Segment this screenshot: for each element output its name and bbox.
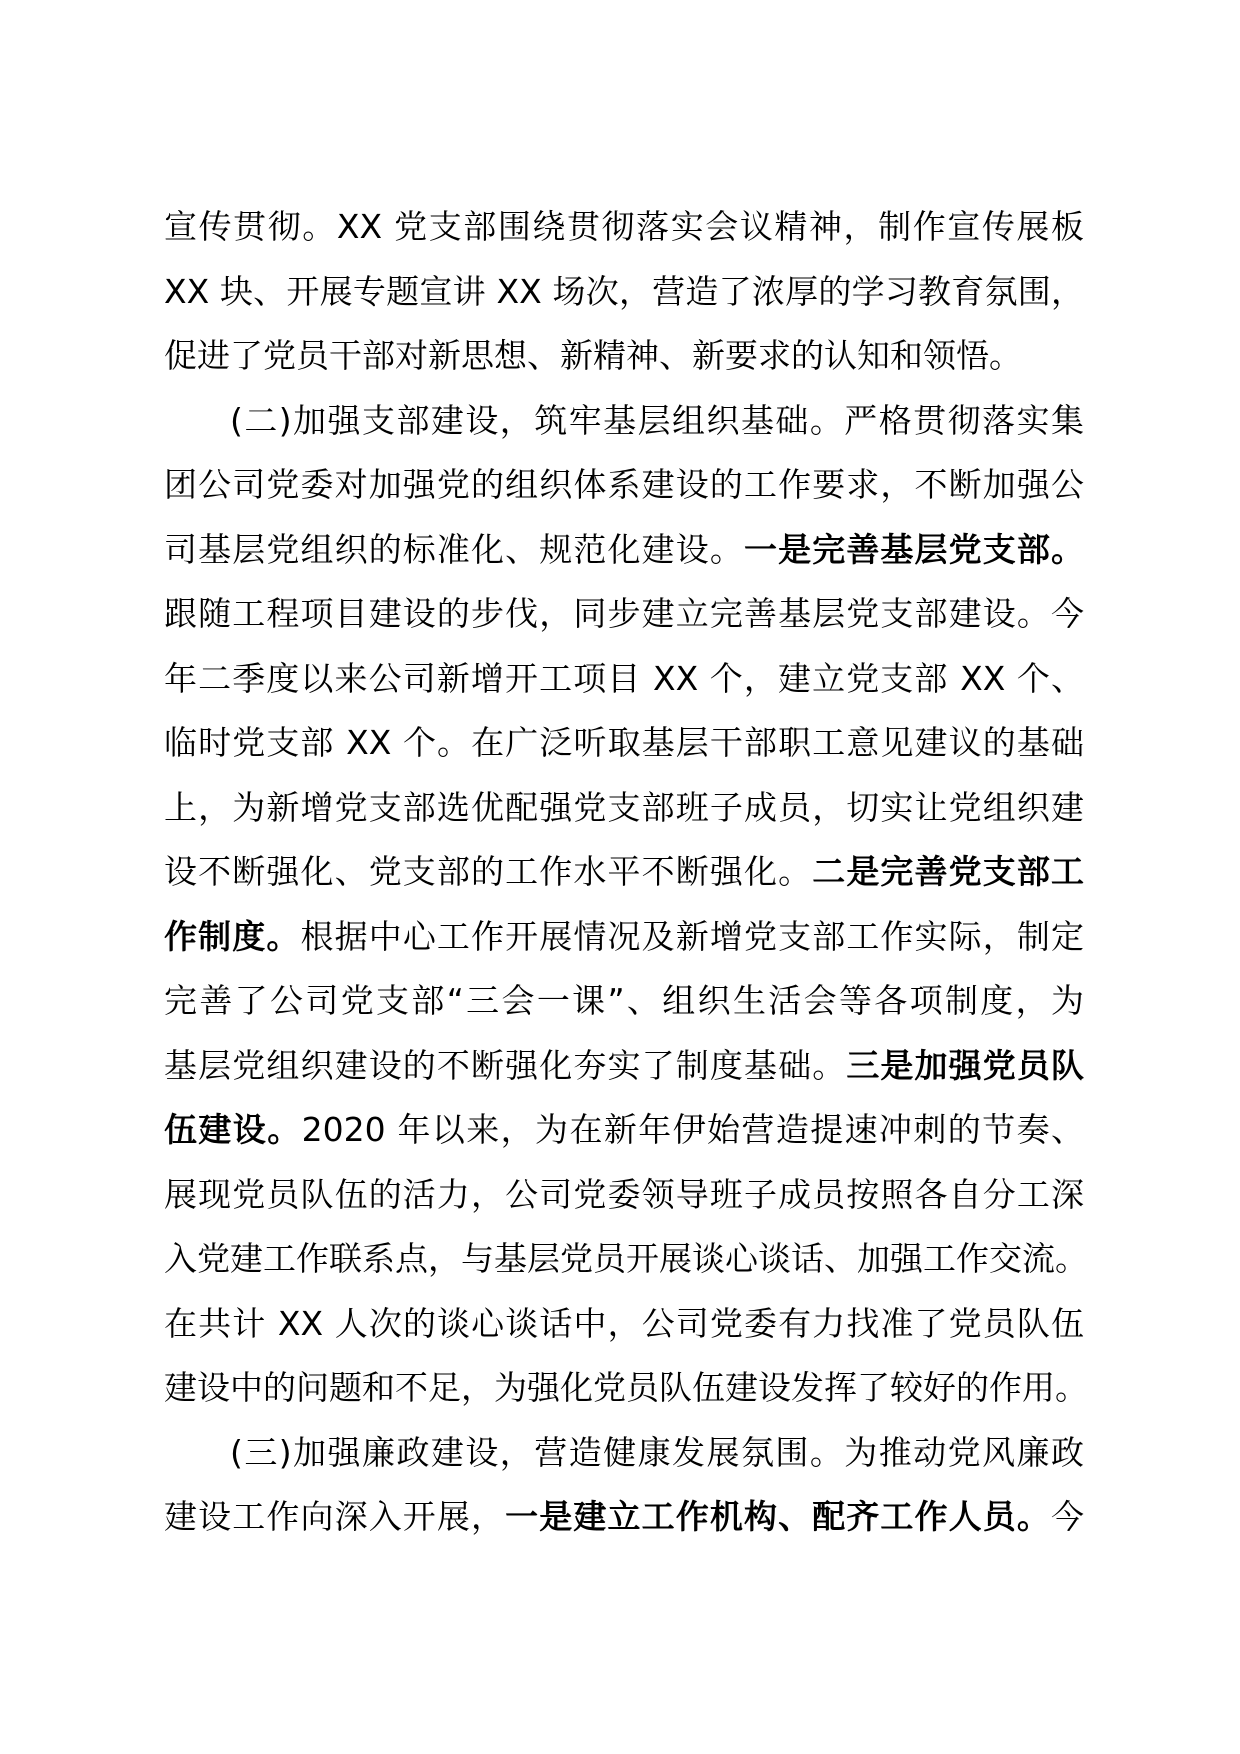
text-segment: 入党建工作联系点，与基层党员开展谈心谈话、加强工作交流。 <box>164 1239 1088 1278</box>
text-segment: 基层党组织建设的不断强化夯实了制度基础。 <box>164 1045 847 1085</box>
text-line <box>164 647 1084 712</box>
text-segment: 年二季度以来公司新增开工项目 XX 个，建立党支部 XX 个、 <box>164 658 1084 698</box>
text-line <box>164 711 1084 776</box>
text-line <box>164 1292 1084 1357</box>
text-line <box>164 518 1084 583</box>
text-line <box>164 389 1084 454</box>
text-line <box>164 1227 1088 1292</box>
text-line <box>164 1098 1084 1163</box>
text-line <box>164 905 1084 970</box>
text-line <box>164 324 1084 389</box>
text-line <box>164 1356 1088 1421</box>
text-segment: 建设中的问题和不足，为强化党员队伍建设发挥了较好的作用。 <box>164 1368 1088 1407</box>
text-line <box>164 1485 1084 1550</box>
text-segment: 设不断强化、党支部的工作水平不断强化。 <box>164 852 813 891</box>
text-segment: 展现党员队伍的活力，公司党委领导班子成员按照各自分工深 <box>164 1174 1084 1214</box>
text-segment: 促进了党员干部对新思想、新精神、新要求的认知和领悟。 <box>164 336 1022 375</box>
bold-text-segment: 二是完善党支部工 <box>812 852 1085 891</box>
text-line <box>164 840 1084 905</box>
text-segment: 建设工作向深入开展， <box>164 1497 506 1536</box>
bold-text-segment: 伍建设。 <box>164 1110 302 1149</box>
text-segment: 今 <box>1051 1497 1085 1536</box>
text-segment: 宣传贯彻。XX 党支部围绕贯彻落实会议精神，制作宣传展板 <box>164 207 1084 246</box>
text-line <box>164 453 1084 518</box>
text-segment: 完善了公司党支部“三会一课”、组织生活会等各项制度，为 <box>164 981 1084 1020</box>
bold-text-segment: 一是建立工作机构、配齐工作人员。 <box>505 1497 1052 1536</box>
text-segment: (二)加强支部建设，筑牢基层组织基础。严格贯彻落实集 <box>230 400 1084 440</box>
text-line <box>164 260 1084 325</box>
bold-text-segment: 一是完善基层党支部。 <box>743 529 1085 569</box>
text-segment: 团公司党委对加强党的组织体系建设的工作要求，不断加强公 <box>164 465 1084 504</box>
document-body <box>164 195 1088 1550</box>
text-segment: 上，为新增党支部选优配强党支部班子成员，切实让党组织建 <box>164 787 1084 827</box>
bold-text-segment: 作制度。 <box>164 916 301 956</box>
text-segment: 根据中心工作开展情况及新增党支部工作实际，制定 <box>300 916 1085 956</box>
text-segment: 跟随工程项目建设的步伐，同步建立完善基层党支部建设。今 <box>164 594 1084 633</box>
text-segment: 临时党支部 XX 个。在广泛听取基层干部职工意见建议的基础 <box>164 723 1084 762</box>
text-line <box>164 1163 1084 1228</box>
text-line <box>164 969 1084 1034</box>
text-segment: 在共计 XX 人次的谈心谈话中，公司党委有力找准了党员队伍 <box>164 1303 1084 1343</box>
text-segment: XX 块、开展专题宣讲 XX 场次，营造了浓厚的学习教育氛围， <box>164 271 1084 311</box>
text-segment: 2020 年以来，为在新年伊始营造提速冲刺的节奏、 <box>301 1110 1084 1149</box>
bold-text-segment: 三是加强党员队 <box>846 1045 1085 1085</box>
text-line <box>164 776 1084 841</box>
text-line <box>164 582 1084 647</box>
text-line <box>164 1421 1084 1486</box>
text-segment: 司基层党组织的标准化、规范化建设。 <box>164 529 744 569</box>
text-line <box>164 195 1084 260</box>
text-line <box>164 1034 1084 1099</box>
text-segment: (三)加强廉政建设，营造健康发展氛围。为推动党风廉政 <box>230 1432 1084 1472</box>
